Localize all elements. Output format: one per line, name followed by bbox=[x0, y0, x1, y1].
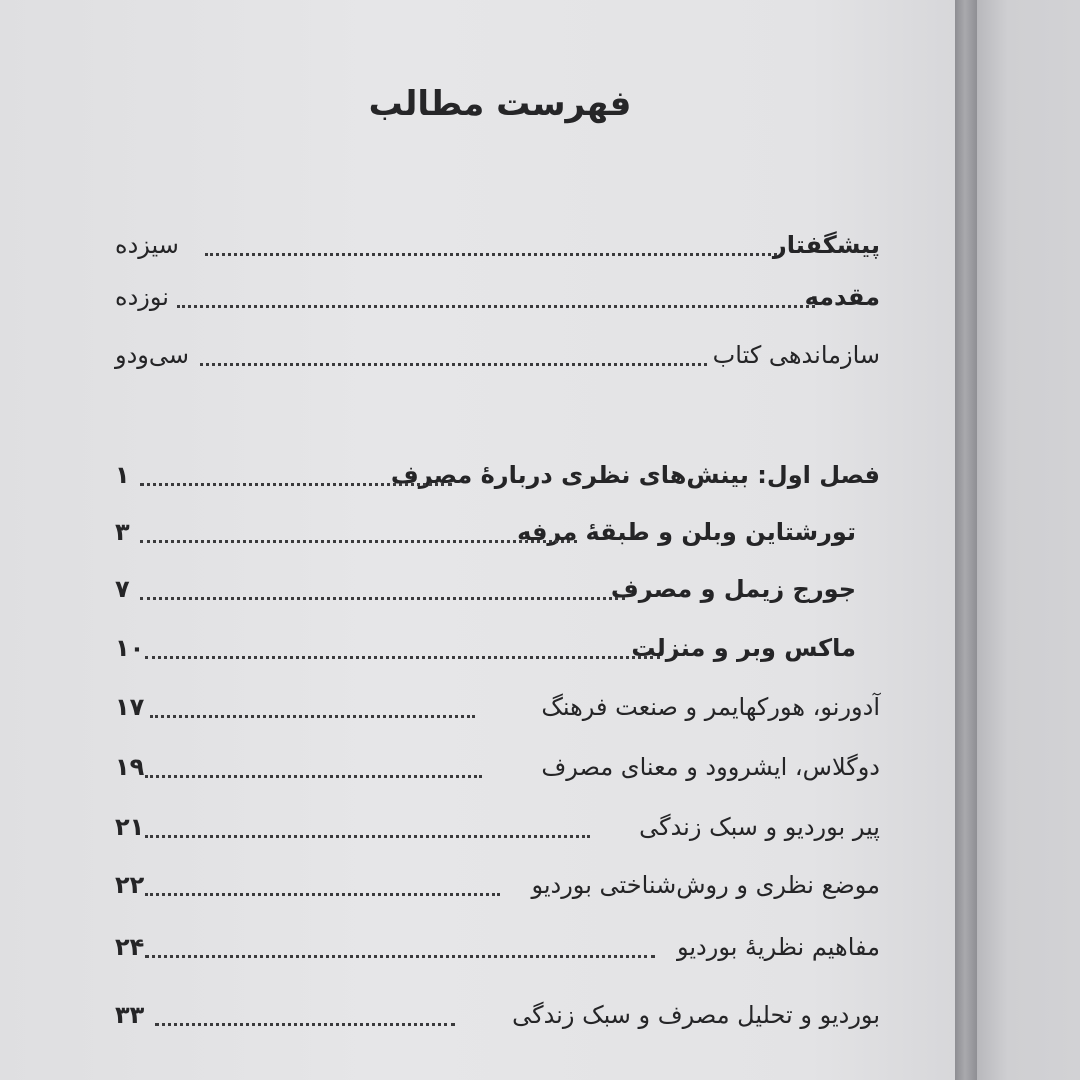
toc-entry-label: پیر بوردیو و سبک زندگی bbox=[639, 813, 880, 841]
toc-entry-page: سی‌ودو bbox=[115, 341, 189, 369]
toc-entry-section bbox=[115, 515, 880, 555]
toc-entry-section bbox=[115, 750, 880, 790]
toc-entry-label: مقدمه bbox=[804, 283, 880, 311]
dot-leader bbox=[205, 253, 777, 256]
dot-leader bbox=[140, 540, 577, 543]
toc-entry-section bbox=[115, 930, 880, 970]
dot-leader bbox=[177, 305, 815, 308]
dot-leader bbox=[145, 955, 655, 958]
dot-leader bbox=[140, 597, 625, 600]
chapter-title: فصل اول: بینش‌های نظری دربارهٔ مصرف bbox=[390, 461, 880, 489]
toc-entry-page: ۲۴ bbox=[115, 933, 145, 961]
dot-leader bbox=[140, 483, 452, 486]
toc-entry-page: ۳ bbox=[115, 518, 130, 546]
toc-entry-page: ۱۰ bbox=[115, 634, 145, 662]
dot-leader bbox=[145, 775, 482, 778]
toc-entry-section bbox=[115, 998, 880, 1038]
toc-entry-section bbox=[115, 631, 880, 671]
toc-entry-label: تورشتاین وبلن و طبقهٔ مرفه bbox=[517, 518, 856, 546]
dot-leader bbox=[145, 835, 590, 838]
page-title: فهرست مطالب bbox=[368, 84, 632, 124]
toc-entry-page: ۲۱ bbox=[115, 813, 145, 841]
toc-entry-section bbox=[115, 810, 880, 850]
toc-entry-label: دوگلاس، ایشروود و معنای مصرف bbox=[541, 753, 880, 781]
dot-leader bbox=[150, 715, 475, 718]
toc-entry-section bbox=[115, 572, 880, 612]
dot-leader bbox=[200, 363, 707, 366]
toc-entry-label: مفاهیم نظریهٔ بوردیو bbox=[676, 933, 880, 961]
toc-entry-page: ۱۷ bbox=[115, 693, 145, 721]
toc-entry-label: آدورنو، هورکهایمر و صنعت فرهنگ bbox=[541, 693, 880, 721]
toc-entry-chapter-one bbox=[115, 458, 880, 498]
toc-entry-preface bbox=[115, 228, 880, 268]
toc-entry-page: ۱۹ bbox=[115, 753, 145, 781]
toc-entry-book-organization bbox=[115, 338, 880, 378]
toc-entry-label: سازماندهی کتاب bbox=[712, 341, 880, 369]
toc-entry-page: نوزده bbox=[115, 283, 169, 311]
dot-leader bbox=[155, 1023, 455, 1026]
adjacent-page-edge bbox=[977, 0, 1080, 1080]
toc-entry-label: پیشگفتار bbox=[772, 231, 880, 259]
toc-entry-page: ۳۳ bbox=[115, 1001, 145, 1029]
toc-entry-label: موضع نظری و روش‌شناختی بوردیو bbox=[531, 871, 880, 899]
dot-leader bbox=[145, 656, 660, 659]
toc-entry-page: ۱ bbox=[115, 461, 130, 489]
toc-entry-section bbox=[115, 868, 880, 908]
toc-entry-label: بوردیو و تحلیل مصرف و سبک زندگی bbox=[512, 1001, 880, 1029]
book-spine-gutter bbox=[955, 0, 977, 1080]
dot-leader bbox=[145, 893, 500, 896]
toc-entry-section bbox=[115, 690, 880, 730]
toc-entry-page: سیزده bbox=[115, 231, 179, 259]
toc-entry-introduction bbox=[115, 280, 880, 320]
toc-entry-label: ماکس وبر و منزلت bbox=[631, 634, 856, 662]
toc-entry-page: ۷ bbox=[115, 575, 130, 603]
toc-entry-page: ۲۲ bbox=[115, 871, 145, 899]
toc-entry-label: جورج زیمل و مصرف bbox=[610, 575, 856, 603]
